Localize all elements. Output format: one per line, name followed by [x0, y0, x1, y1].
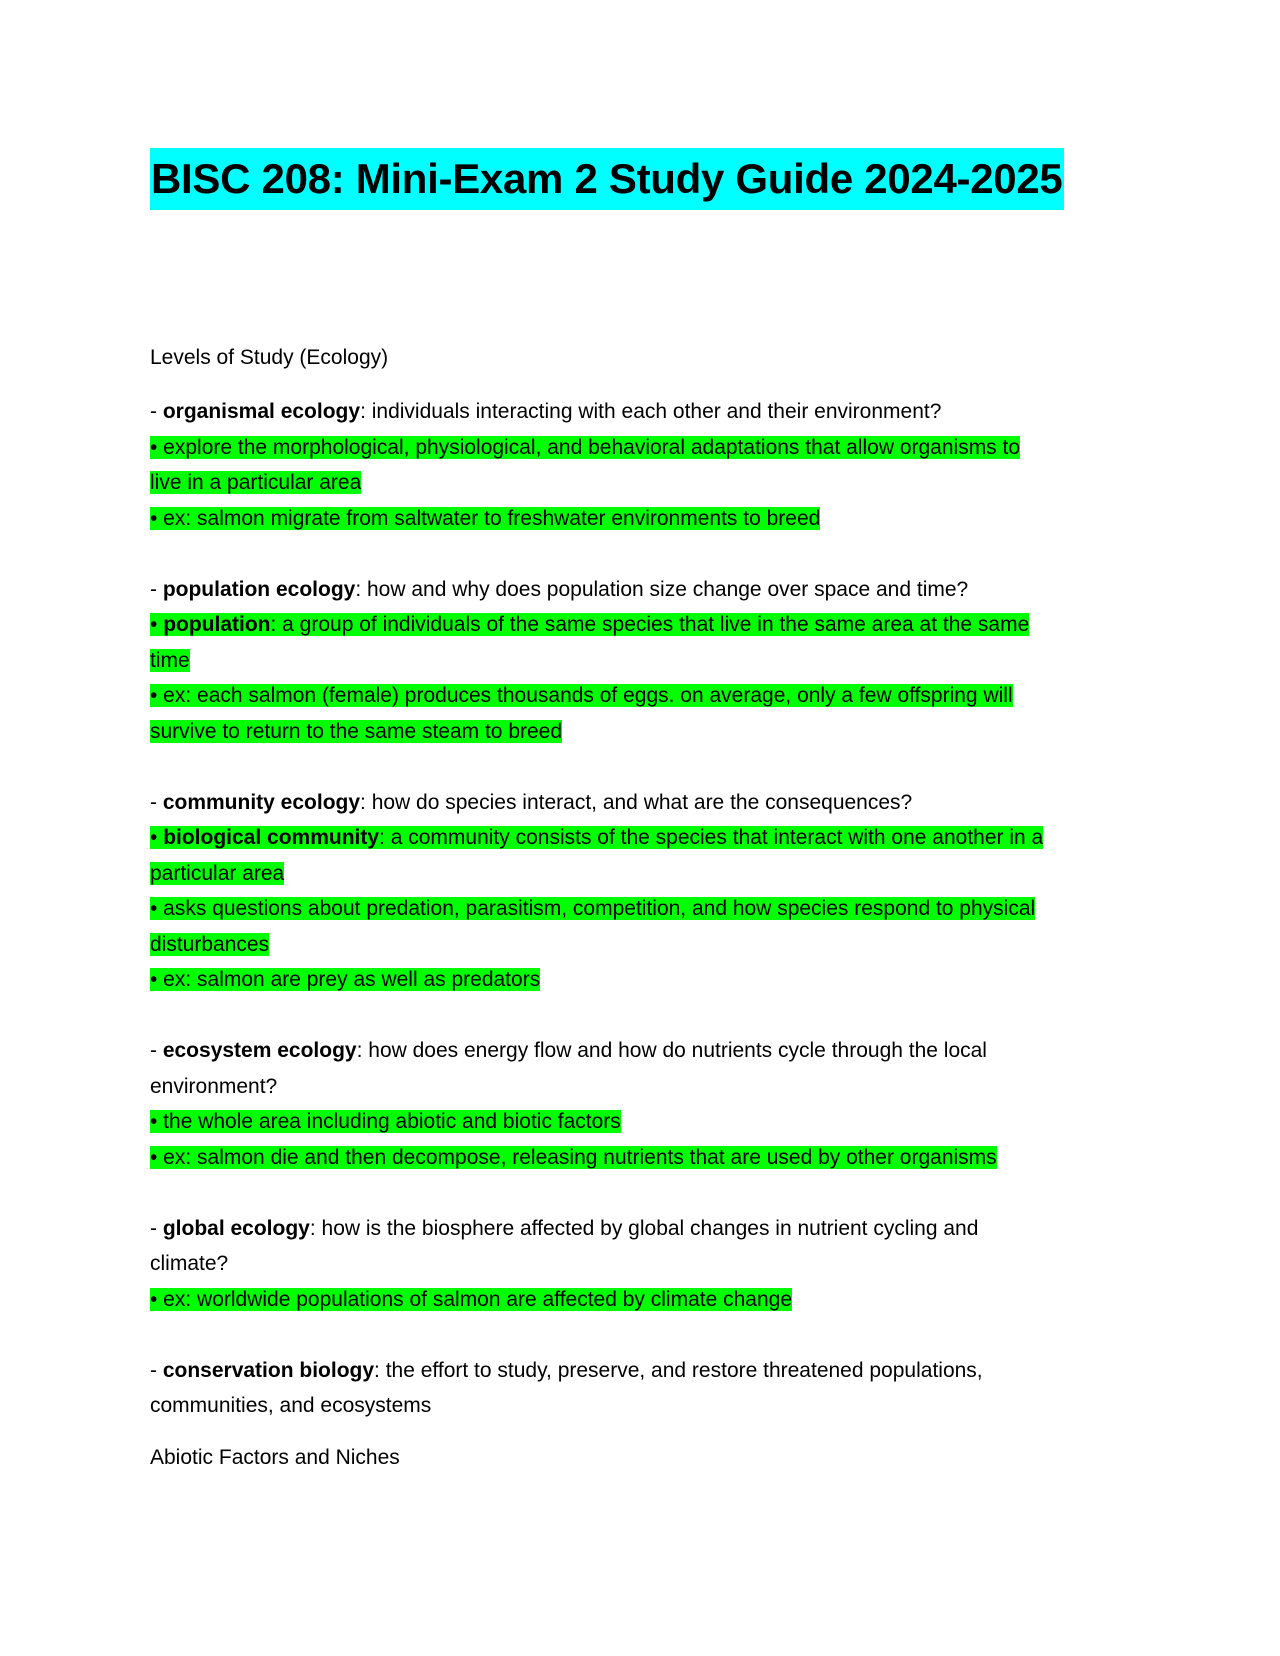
community-bullet-2-line-1: • asks questions about predation, parasitism, competition, and how species respond to physical [150, 897, 1036, 920]
conservation-biology-line: - conservation biology: the effort to study, preserve, and restore threatened populations, [150, 1358, 983, 1382]
community-ecology-line: - community ecology: how do species interact, and what are the consequences? [150, 790, 913, 814]
global-ecology-line: - global ecology: how is the biosphere affected by global changes in nutrient cycling and [150, 1216, 979, 1240]
ecosystem-ecology-line: - ecosystem ecology: how does energy flow and how do nutrients cycle through the local [150, 1039, 987, 1062]
term-biological-community: biological community [163, 826, 380, 849]
community-bullet-1-line-1: • biological community: a community consists of the species that interact with one another in a [150, 826, 1044, 849]
section-heading-levels: Levels of Study (Ecology) [150, 346, 389, 369]
population-ecology-line: - population ecology: how and why does population size change over space and time? [150, 577, 969, 601]
term-global-ecology: global ecology [162, 1216, 310, 1240]
section-heading-abiotic: Abiotic Factors and Niches [150, 1446, 400, 1469]
document-page [150, 148, 1140, 1469]
term-community-ecology: community ecology [162, 790, 361, 814]
community-bullet-3: • ex: salmon are prey as well as predators [150, 968, 541, 991]
ecosystem-ecology-line-2: environment? [150, 1074, 278, 1098]
community-bullet-1-line-2: particular area [150, 861, 285, 885]
global-bullet-1: • ex: worldwide populations of salmon are affected by climate change [150, 1287, 792, 1311]
population-bullet-2-line-2: survive to return to the same steam to breed [150, 719, 563, 743]
ecosystem-bullet-2: • ex: salmon die and then decompose, releasing nutrients that are used by other organisms [150, 1145, 997, 1169]
term-organismal-ecology: organismal ecology [162, 400, 361, 423]
population-bullet-1-line-1: • population: a group of individuals of the same species that live in the same area at the same [150, 613, 1030, 636]
term-population-ecology: population ecology [162, 577, 356, 601]
organismal-ecology-line: - organismal ecology: individuals interacting with each other and their environment? [150, 400, 942, 423]
term-ecosystem-ecology: ecosystem ecology [162, 1039, 357, 1062]
population-bullet-2-line-1: • ex: each salmon (female) produces thousands of eggs. on average, only a few offspring will [150, 684, 1013, 707]
organismal-bullet-1-line-1: • explore the morphological, physiological, and behavioral adaptations that allow organisms to [150, 435, 1021, 459]
term-conservation-biology: conservation biology [162, 1358, 375, 1382]
population-bullet-1-line-2: time [150, 648, 190, 672]
term-population: population [163, 613, 271, 636]
conservation-biology-line-2: communities, and ecosystems [150, 1394, 432, 1417]
page-title: BISC 208: Mini-Exam 2 Study Guide 2024-2025 [150, 148, 1064, 210]
ecosystem-bullet-1: • the whole area including abiotic and biotic factors [150, 1110, 621, 1133]
community-bullet-2-line-2: disturbances [150, 932, 270, 956]
organismal-bullet-2: • ex: salmon migrate from saltwater to freshwater environments to breed [150, 506, 821, 530]
global-ecology-line-2: climate? [150, 1252, 229, 1275]
organismal-bullet-1-line-2: live in a particular area [150, 471, 362, 494]
